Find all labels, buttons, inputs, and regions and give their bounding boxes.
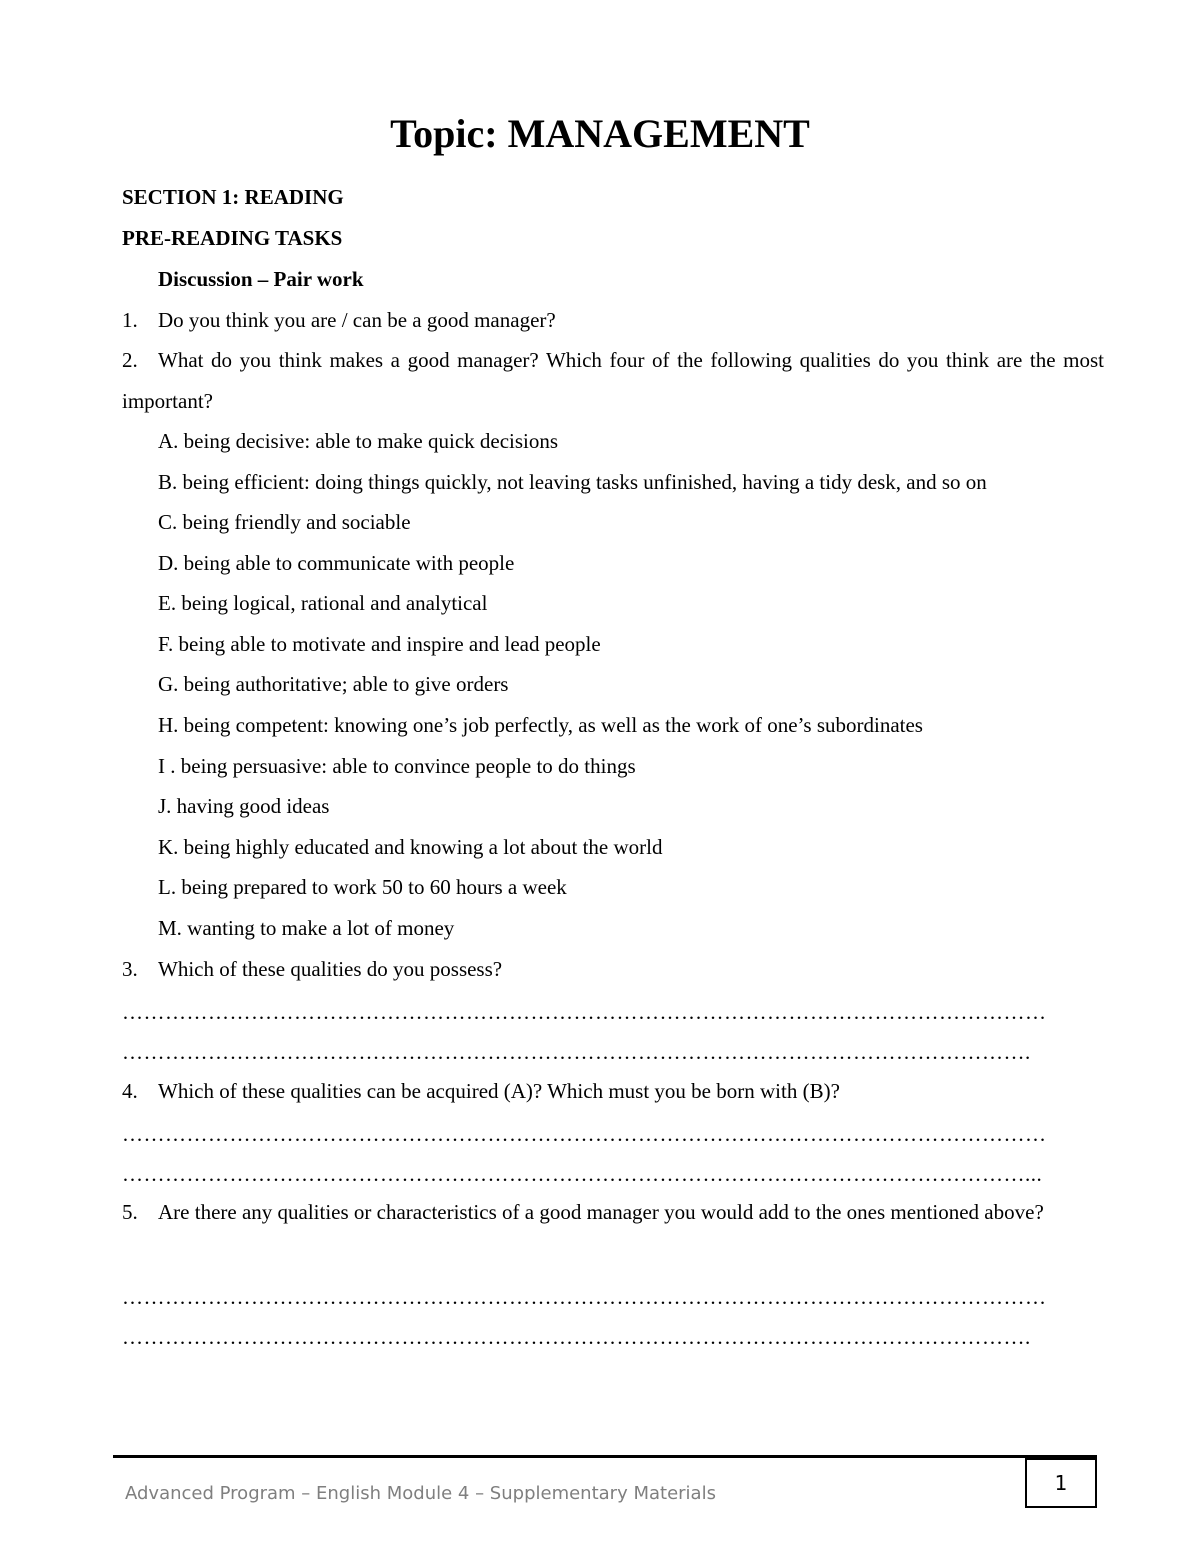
option-item: H. being competent: knowing one’s job perfectly, as well as the work of one’s subordinates [158,713,923,737]
option-item: J. having good ideas [158,794,330,818]
question-text: What do you think makes a good manager? Which four of the following qualities do you think are the most important? [122,348,1104,413]
question-number: 2. [122,348,138,372]
question-3 [122,955,502,983]
question-number: 1. [122,308,138,332]
answer-line: ………………………………………………………………………………………………………………… [122,1285,1047,1309]
page-title: Topic: MANAGEMENT [390,111,810,156]
question-text: Which of these qualities do you possess? [158,957,503,981]
question-number: 4. [122,1079,138,1103]
question-1 [122,306,556,334]
answer-line: ………………………………………………………………………………………………………………... [122,1162,1043,1186]
question-4 [122,1077,840,1105]
footer-rule [113,1455,1097,1458]
option-item: M. wanting to make a lot of money [158,916,455,940]
option-item: K. being highly educated and knowing a lot about the world [158,835,663,859]
subsection-heading: PRE-READING TASKS [122,226,343,250]
option-item: F. being able to motivate and inspire and lead people [158,632,601,656]
answer-line: ………………………………………………………………………………………………………………. [122,1040,1031,1064]
footer-text: Advanced Program – English Module 4 – Supplementary Materials [125,1483,716,1504]
section-heading: SECTION 1: READING [122,185,344,209]
answer-line: ………………………………………………………………………………………………………………… [122,1000,1047,1024]
question-text: Are there any qualities or characteristics of a good manager you would add to the ones mentioned above? [158,1200,1044,1224]
option-item: C. being friendly and sociable [158,510,411,534]
option-item: A. being decisive: able to make quick decisions [158,429,559,453]
question-2 [122,340,1104,421]
question-5 [122,1192,1104,1233]
option-item: L. being prepared to work 50 to 60 hours a week [158,875,567,899]
answer-line: ………………………………………………………………………………………………………………. [122,1325,1031,1349]
answer-line: ………………………………………………………………………………………………………………… [122,1122,1047,1146]
activity-heading: Discussion – Pair work [158,267,364,291]
question-text: Which of these qualities can be acquired (A)? Which must you be born with (B)? [158,1079,840,1103]
question-number: 5. [122,1200,138,1224]
option-item: D. being able to communicate with people [158,551,515,575]
option-item: E. being logical, rational and analytical [158,591,488,615]
page-number: 1 [1054,1471,1068,1495]
question-text: Do you think you are / can be a good manager? [158,308,556,332]
option-item: G. being authoritative; able to give orders [158,672,509,696]
option-item: B. being efficient: doing things quickly, not leaving tasks unfinished, having a tidy desk, and so on [158,470,987,494]
question-number: 3. [122,957,138,981]
option-item: I . being persuasive: able to convince people to do things [158,754,636,778]
